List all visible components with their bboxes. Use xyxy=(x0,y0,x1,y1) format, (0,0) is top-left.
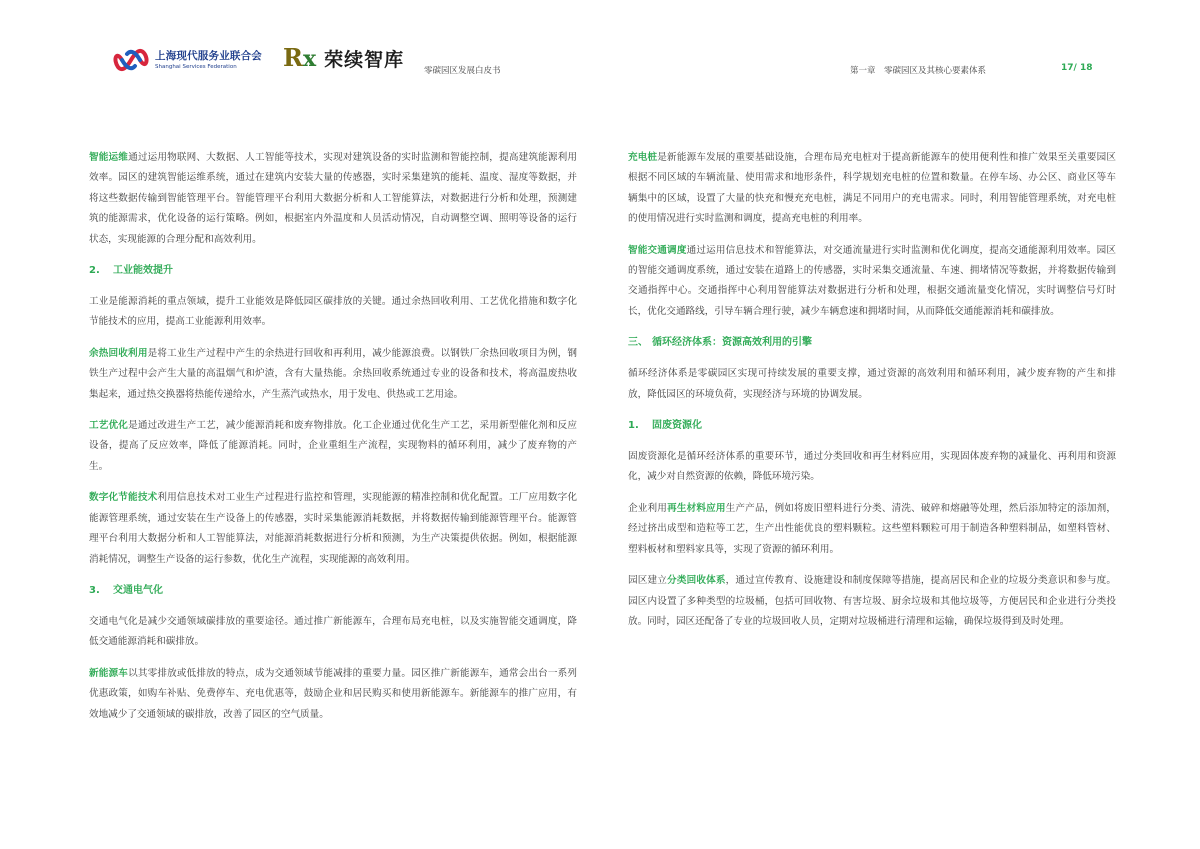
heading-text: 循环经济体系：资源高效利用的引擎 xyxy=(652,337,812,349)
keyword: 充电桩 xyxy=(628,152,658,163)
paragraph: 工业是能源消耗的重点领域，提升工业能效是降低园区碳排放的关键。通过余热回收利用、工艺优化措施和数字化节能技术的应用，提高工业能源利用效率。 xyxy=(89,296,577,328)
ssf-logo xyxy=(113,43,273,77)
paragraph-text: 是将工业生产过程中产生的余热进行回收和再利用，减少能源浪费。以钢铁厂余热回收项目为例，钢铁生产过程中会产生大量的高温烟气和炉渣，含有大量热能。余热回收系统通过专业的设备和技术，将高温废热收集起来，通过热交换器将热能传递给水，产生蒸汽或热水，用于发电、供热或工艺用途。 xyxy=(89,347,578,400)
paragraph xyxy=(628,571,1116,632)
section-heading xyxy=(89,581,577,601)
paragraph-text: 园区建立 xyxy=(628,575,668,587)
heading-number: 3. xyxy=(89,584,100,596)
chapter-section-heading xyxy=(628,333,1116,353)
paragraph xyxy=(89,488,577,570)
paragraph xyxy=(628,241,1116,323)
paragraph-text: ，通过宣传教育、设施建设和制度保障等措施，提高居民和企业的垃圾分类意识和参与度。园区内设置了多种类型的垃圾桶，包括可回收物、有害垃圾、厨余垃圾和其他垃圾等，方便居民和企业进行分类投放。同时，园区还配备了专业的垃圾回收人员，定期对垃圾桶进行清理和运输，确保垃圾得到及时处理。 xyxy=(628,575,1117,627)
paragraph: 交通电气化是减少交通领域碳排放的重要途径。通过推广新能源车，合理布局充电桩，以及实施智能交通调度，降低交通能源消耗和碳排放。 xyxy=(89,615,577,648)
keyword: 分类回收体系 xyxy=(667,575,726,587)
heading-number: 1. xyxy=(628,420,639,432)
paragraph xyxy=(628,148,1116,230)
right-column xyxy=(628,148,1116,643)
ssf-logo-cn: 上海现代服务业联合会 xyxy=(155,49,262,62)
section-heading xyxy=(89,261,577,281)
paragraph-text: 是新能源车发展的重要基础设施，合理布局充电桩对于提高新能源车的使用便利性和推广效果至关重要园区根据不同区域的车辆流量、使用需求和地形条件，科学规划充电桩的位置和数量。在停车场、办公区、商业区等车辆集中的区域，设置了大量的快充和慢充充电桩，满足不同用户的充电需求。同时，利用智能管理系统，对充电桩的使用情况进行实时监测和调度，提高充电桩的利用率。 xyxy=(628,152,1117,225)
keyword: 余热回收利用 xyxy=(89,347,148,359)
paragraph-text: 是通过改进生产工艺，减少能源消耗和废弃物排放。化工企业通过优化生产工艺，采用新型催化剂和反应设备，提高了反应效率，降低了能源消耗。同时，企业重组生产流程，实现物料的循环利用，减少了废弃物的产生。 xyxy=(89,420,578,472)
heading-text: 固废资源化 xyxy=(652,420,702,432)
paragraph-text: 以其零排放或低排放的特点，成为交通领域节能减排的重要力量。园区推广新能源车，通常会出台一系列优惠政策，如购车补贴、免费停车、充电优惠等，鼓励企业和居民购买和使用新能源车。新能源车的推广应用，有效地减少了交通领域的碳排放，改善了园区的空气质量。 xyxy=(89,667,578,720)
rongxu-logo xyxy=(283,41,404,75)
keyword: 智能运维 xyxy=(89,152,129,163)
keyword: 智能交通调度 xyxy=(628,244,687,256)
paragraph xyxy=(89,416,577,477)
paragraph xyxy=(89,344,577,405)
page-header xyxy=(0,0,1200,100)
page-number: 17/ 18 xyxy=(1061,63,1093,73)
ssf-logo-en: Shanghai Services Federation xyxy=(155,63,237,70)
heading-text: 交通电气化 xyxy=(113,584,163,596)
paragraph-text: 通过运用信息技术和智能算法，对交通流量进行实时监测和优化调度，提高交通能源利用效率。园区的智能交通调度系统，通过安装在道路上的传感器，实时采集交通流量、车速、拥堵情况等数据，并将数据传输到交通指挥中心。交通指挥中心利用智能算法对数据进行分析和处理，根据交通流量变化情况，实时调整信号灯时长，优化交通路线，引导车辆合理行驶，减少车辆怠速和拥堵时间，从而降低交通能源消耗和碳排放。 xyxy=(628,244,1117,317)
paragraph: 循环经济体系是零碳园区实现可持续发展的重要支撑，通过资源的高效利用和循环利用，减少废弃物的产生和排放，降低园区的环境负荷，实现经济与环境的协调发展。 xyxy=(628,368,1116,400)
paragraph-text: 生产产品，例如将废旧塑料进行分类、清洗、破碎和熔融等处理，然后添加特定的添加剂，经过挤出成型和造粒等工艺，生产出性能优良的塑料颗粒。这些塑料颗粒可用于制造各种塑料制品，如塑料管材、塑料板材和塑料家具等，实现了资源的循环利用。 xyxy=(628,502,1117,555)
keyword: 工艺优化 xyxy=(89,420,129,432)
paragraph-text: 通过运用物联网、大数据、人工智能等技术，实现对建筑设备的实时监测和智能控制，提高建筑能源利用效率。园区的建筑智能运维系统，通过在建筑内安装大量的传感器，实时采集建筑的能耗、温度、湿度等数据，并将这些数据传输到智能管理平台。智能管理平台利用大数据分析和人工智能算法，对数据进行分析和处理，预测建筑的能源需求，优化设备的运行策略。例如，根据室内外温度和人员活动情况，自动调整空调、照明等设备的运行状态，实现能源的合理分配和高效利用。 xyxy=(89,152,578,245)
rx-logo-icon: Rx xyxy=(283,42,317,72)
paragraph-text: 利用信息技术对工业生产过程进行监控和管理，实现能源的精准控制和优化配置。工厂应用数字化能源管理系统，通过安装在生产设备上的传感器，实时采集能源消耗数据，并将数据传输到能源管理平台。能源管理平台利用大数据分析和人工智能算法，对能源消耗数据进行分析和预测，为生产决策提供依据。例如，根据能源消耗情况，调整生产设备的运行参数，优化生产流程，实现能源的高效利用。 xyxy=(89,492,577,565)
rongxu-logo-text: 荣续智库 xyxy=(324,48,405,71)
chapter-title: 第一章 零碳园区及其核心要素体系 xyxy=(850,66,987,76)
paragraph-text: 企业利用 xyxy=(628,502,668,514)
paragraph xyxy=(628,499,1116,560)
keyword: 数字化节能技术 xyxy=(89,492,158,504)
document-title: 零碳园区发展白皮书 xyxy=(424,66,501,76)
paragraph xyxy=(89,664,577,725)
keyword: 新能源车 xyxy=(89,667,129,679)
heading-text: 工业能效提升 xyxy=(113,265,173,277)
paragraph: 固废资源化是循环经济体系的重要环节，通过分类回收和再生材料应用，实现固体废弃物的减量化、再利用和资源化，减少对自然资源的依赖，降低环境污染。 xyxy=(628,451,1116,483)
heading-number: 2. xyxy=(89,265,100,277)
heading-number: 三、 xyxy=(628,337,648,349)
left-column xyxy=(89,148,577,736)
section-heading xyxy=(628,416,1116,436)
paragraph xyxy=(89,148,577,250)
keyword: 再生材料应用 xyxy=(667,502,726,514)
ssf-logo-icon xyxy=(113,45,149,75)
